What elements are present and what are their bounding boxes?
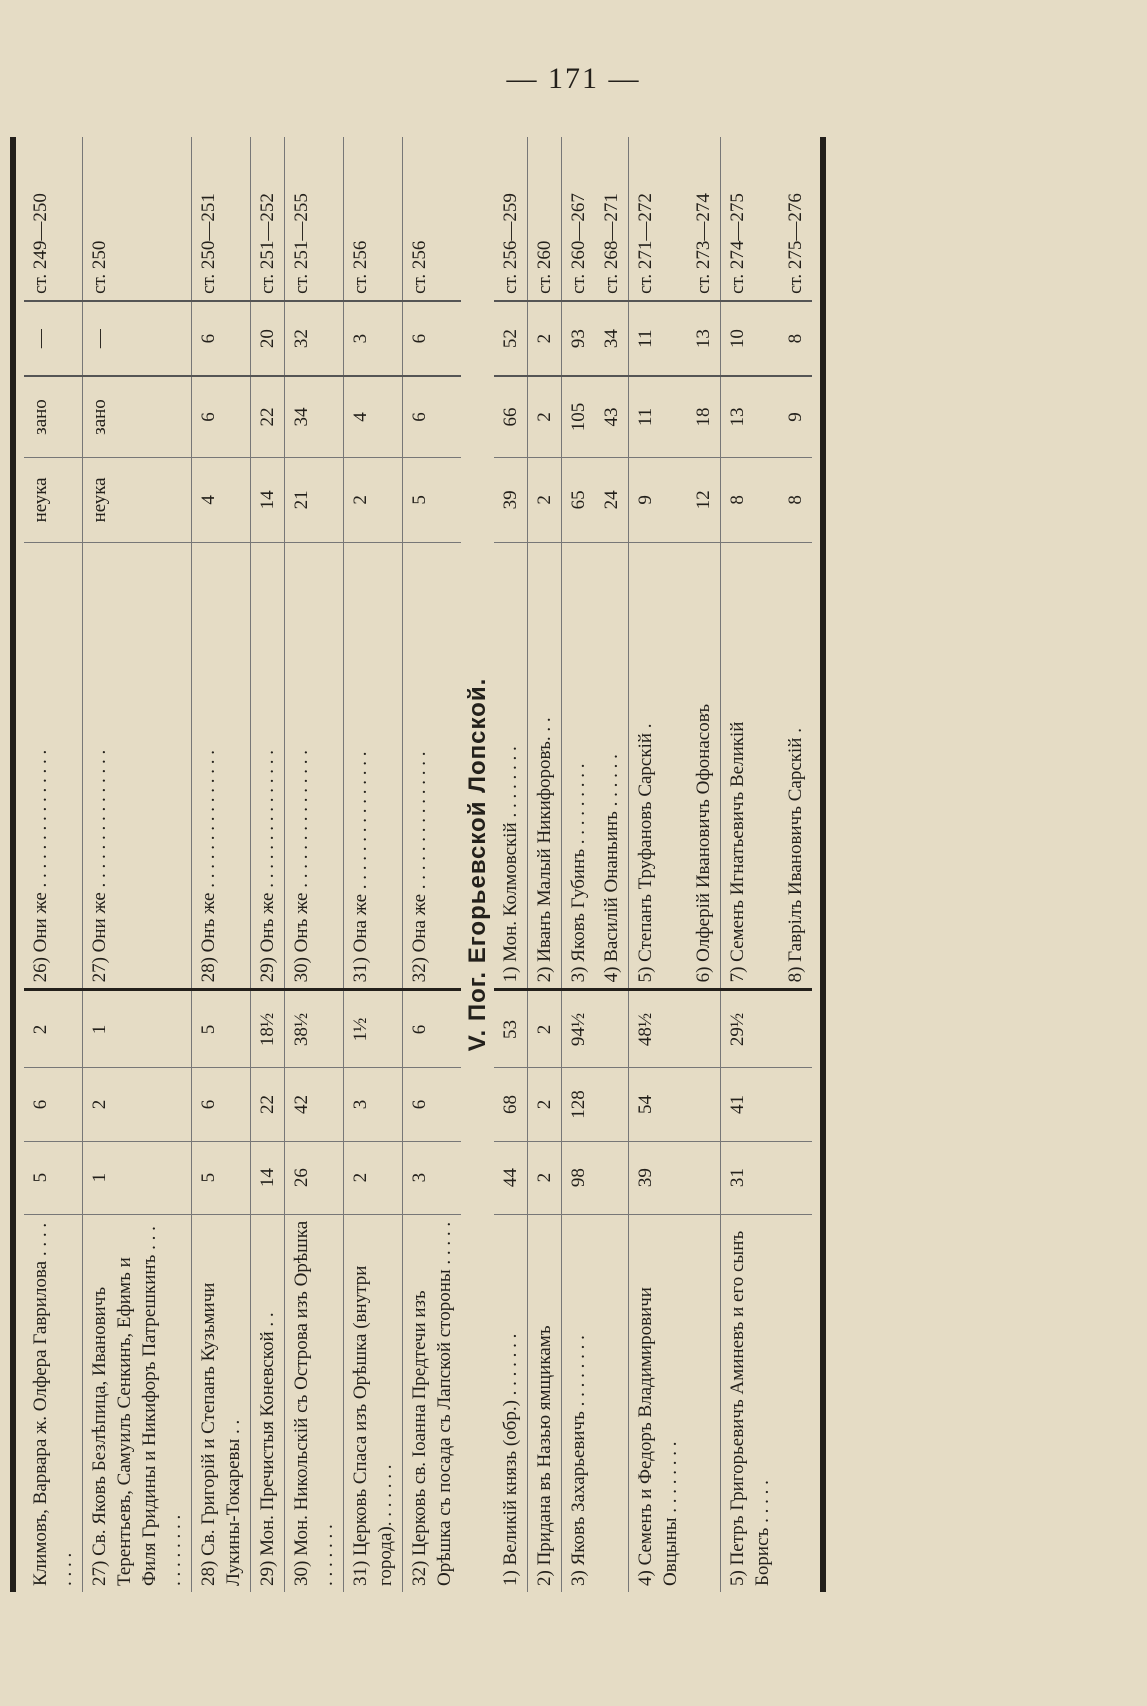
owner-name: 8) Гаврілъ Ивановичъ Сарскій . (779, 543, 812, 990)
count-6: 34 (595, 301, 629, 377)
table-row (494, 137, 528, 1592)
table-section-top (13, 137, 461, 1592)
source-ref: ст. 250—251 (192, 137, 251, 301)
count-3: 48½ (629, 990, 688, 1068)
count-3: 2 (528, 990, 562, 1068)
source-ref: ст. 260 (528, 137, 562, 301)
owner-name: 27) Они же . . . . . . . . . . . . . . . (83, 543, 192, 990)
count-3 (779, 990, 812, 1068)
count-3: 6 (403, 990, 462, 1068)
count-5: 22 (251, 376, 285, 457)
count-1: 3 (403, 1141, 462, 1214)
count-3: 1½ (344, 990, 403, 1068)
source-ref: ст. 275—276 (779, 137, 812, 301)
count-6: 32 (285, 301, 344, 377)
entry-name: 4) Семенъ и Федоръ Владимировичи Овцыны . . . . . . . . (629, 1214, 688, 1592)
source-ref: ст. 251—252 (251, 137, 285, 301)
table-row (595, 137, 629, 1592)
count-4: 5 (403, 457, 462, 543)
count-4: неука (83, 457, 192, 543)
count-5: 18 (687, 376, 721, 457)
entry-name: 27) Св. Яковъ Безлѣпица, Ивановичъ Терентьевъ, Самуилъ Сенкинъ, Ефимъ и Филя Гридины и Никифоръ Патрешкинъ . . . . . . . . . . . (83, 1214, 192, 1592)
count-2: 128 (562, 1068, 596, 1141)
count-4: неука (24, 457, 83, 543)
count-3: 53 (494, 990, 528, 1068)
count-3 (595, 990, 629, 1068)
entry-name: 28) Св. Григорій и Степанъ Кузьмичи Лукины-Токаревы . . (192, 1214, 251, 1592)
count-5: 6 (403, 376, 462, 457)
source-ref: ст. 268—271 (595, 137, 629, 301)
count-1 (779, 1141, 812, 1214)
count-3: 38½ (285, 990, 344, 1068)
entry-name: 31) Церковь Спаса изъ Орѣшка (внутри города). . . . . . . (344, 1214, 403, 1592)
count-1: 14 (251, 1141, 285, 1214)
source-ref: ст. 256 (403, 137, 462, 301)
source-ref: ст. 260—267 (562, 137, 596, 301)
count-6: 11 (629, 301, 688, 377)
table-row (285, 137, 344, 1592)
count-5: 43 (595, 376, 629, 457)
count-5: зано (83, 376, 192, 457)
count-6: — (24, 301, 83, 377)
count-1: 2 (344, 1141, 403, 1214)
count-2: 42 (285, 1068, 344, 1141)
count-5: 6 (192, 376, 251, 457)
count-5: 13 (721, 376, 780, 457)
count-3: 18½ (251, 990, 285, 1068)
entry-name: 1) Великій князь (обр.) . . . . . . . (500, 1333, 521, 1586)
entry-name (595, 1214, 629, 1592)
count-1: 5 (24, 1141, 83, 1214)
owner-name: 28) Онъ же . . . . . . . . . . . . . . . (192, 543, 251, 990)
count-2: 54 (629, 1068, 688, 1141)
count-5: 11 (629, 376, 688, 457)
count-1 (595, 1141, 629, 1214)
count-4: 39 (494, 457, 528, 543)
count-2: 3 (344, 1068, 403, 1141)
source-ref: ст. 249—250 (24, 137, 83, 301)
count-1: 5 (192, 1141, 251, 1214)
count-1: 2 (528, 1141, 562, 1214)
entry-name (687, 1214, 721, 1592)
count-5: зано (24, 376, 83, 457)
count-5: 4 (344, 376, 403, 457)
count-5: 66 (494, 376, 528, 457)
count-5: 105 (562, 376, 596, 457)
section-heading (461, 137, 494, 1592)
source-ref: ст. 271—272 (629, 137, 688, 301)
owner-name: 3) Яковъ Губинъ . . . . . . . . . (562, 543, 596, 990)
owner-name: 30) Онъ же . . . . . . . . . . . . . . . (285, 543, 344, 990)
table-row (687, 137, 721, 1592)
entry-name: 32) Церковь св. Іоанна Предтечи изъ Орѣшка съ посада съ Лапской стороны . . . . . (403, 1214, 462, 1592)
section-title: V. Пог. Егорьевской Лопской. (464, 677, 491, 1052)
owner-name: 31) Она же . . . . . . . . . . . . . . . (344, 543, 403, 990)
owner-name: 32) Она же . . . . . . . . . . . . . . . (403, 543, 462, 990)
count-1: 1 (83, 1141, 192, 1214)
entry-name (779, 1214, 812, 1592)
count-4: 21 (285, 457, 344, 543)
count-5: 9 (779, 376, 812, 457)
owner-name: 26) Они же . . . . . . . . . . . . . . . (24, 543, 83, 990)
count-4: 14 (251, 457, 285, 543)
owner-name: 7) Семенъ Игнатьевичъ Великій (721, 543, 780, 990)
entry-name: 2) Придана въ Назью ямщикамъ (528, 1214, 562, 1592)
count-3: 94½ (562, 990, 596, 1068)
table-row (562, 137, 596, 1592)
count-4: 24 (595, 457, 629, 543)
table-row (403, 137, 462, 1592)
table-row (779, 137, 812, 1592)
owner-name: 6) Олферій Ивановичъ Офонасовъ (687, 543, 721, 990)
entry-name: 30) Мон. Никольскій съ Острова изъ Орѣшка . . . . . . . (285, 1214, 344, 1592)
count-4: 4 (192, 457, 251, 543)
source-ref: ст. 274—275 (721, 137, 780, 301)
entry-name: 3) Яковъ Захарьевичъ . . . . . . . . (562, 1214, 596, 1592)
count-4: 8 (721, 457, 780, 543)
count-2: 6 (192, 1068, 251, 1141)
count-2: 22 (251, 1068, 285, 1141)
count-6: 8 (779, 301, 812, 377)
count-4: 12 (687, 457, 721, 543)
count-2: 6 (24, 1068, 83, 1141)
count-3: 29½ (721, 990, 780, 1068)
count-3 (687, 990, 721, 1068)
count-2 (687, 1068, 721, 1141)
table-row (629, 137, 688, 1592)
owner-name: 4) Василій Онаньинъ . . . . . . (595, 543, 629, 990)
count-6: 6 (403, 301, 462, 377)
count-5: 2 (528, 376, 562, 457)
count-2 (779, 1068, 812, 1141)
count-6: 10 (721, 301, 780, 377)
source-ref: ст. 256—259 (494, 137, 528, 301)
count-2: 68 (494, 1068, 528, 1141)
count-2: 2 (83, 1068, 192, 1141)
table-row (83, 137, 192, 1592)
count-1: 44 (494, 1141, 528, 1214)
table-row (344, 137, 403, 1592)
count-6: 20 (251, 301, 285, 377)
count-6: 6 (192, 301, 251, 377)
owner-name: 29) Онъ же . . . . . . . . . . . . . . . (251, 543, 285, 990)
count-4: 2 (344, 457, 403, 543)
source-ref: ст. 273—274 (687, 137, 721, 301)
source-ref: ст. 250 (83, 137, 192, 301)
count-1: 98 (562, 1141, 596, 1214)
count-3: 5 (192, 990, 251, 1068)
count-4: 2 (528, 457, 562, 543)
count-2: 6 (403, 1068, 462, 1141)
count-4: 9 (629, 457, 688, 543)
count-2: 2 (528, 1068, 562, 1141)
count-6: 13 (687, 301, 721, 377)
table-section-bottom (494, 137, 812, 1592)
count-1 (687, 1141, 721, 1214)
count-6: 3 (344, 301, 403, 377)
table-row (251, 137, 285, 1592)
owner-name: 2) Иванъ Малый Никифоровъ. . . (528, 543, 562, 990)
page-number: — 171 — (506, 62, 641, 95)
count-4: 65 (562, 457, 596, 543)
count-6: — (83, 301, 192, 377)
table-row (192, 137, 251, 1592)
count-6: 2 (528, 301, 562, 377)
count-3: 2 (24, 990, 83, 1068)
entry-name: Климовъ, Варвара ж. Олфера Гаврилова . . . . . . . . (30, 1222, 76, 1586)
count-3: 1 (83, 990, 192, 1068)
count-1: 39 (629, 1141, 688, 1214)
count-4: 8 (779, 457, 812, 543)
count-6: 52 (494, 301, 528, 377)
register-table (10, 137, 985, 1592)
count-2: 41 (721, 1068, 780, 1141)
entry-name: 5) Петръ Григорьевичъ Аминевъ и его сынъ Борисъ . . . . . (721, 1214, 780, 1592)
count-5: 34 (285, 376, 344, 457)
owner-name: 1) Мон. Колмовскій . . . . . . . . (494, 543, 528, 990)
owner-name: 5) Степанъ Труфановъ Сарскій . (629, 543, 688, 990)
table-row (528, 137, 562, 1592)
count-2 (595, 1068, 629, 1141)
table-row (721, 137, 780, 1592)
source-ref: ст. 256 (344, 137, 403, 301)
source-ref: ст. 251—255 (285, 137, 344, 301)
count-1: 26 (285, 1141, 344, 1214)
count-1: 31 (721, 1141, 780, 1214)
count-6: 93 (562, 301, 596, 377)
table-row (24, 137, 83, 1592)
entry-name: 29) Мон. Пречистыя Коневской . . (251, 1214, 285, 1592)
